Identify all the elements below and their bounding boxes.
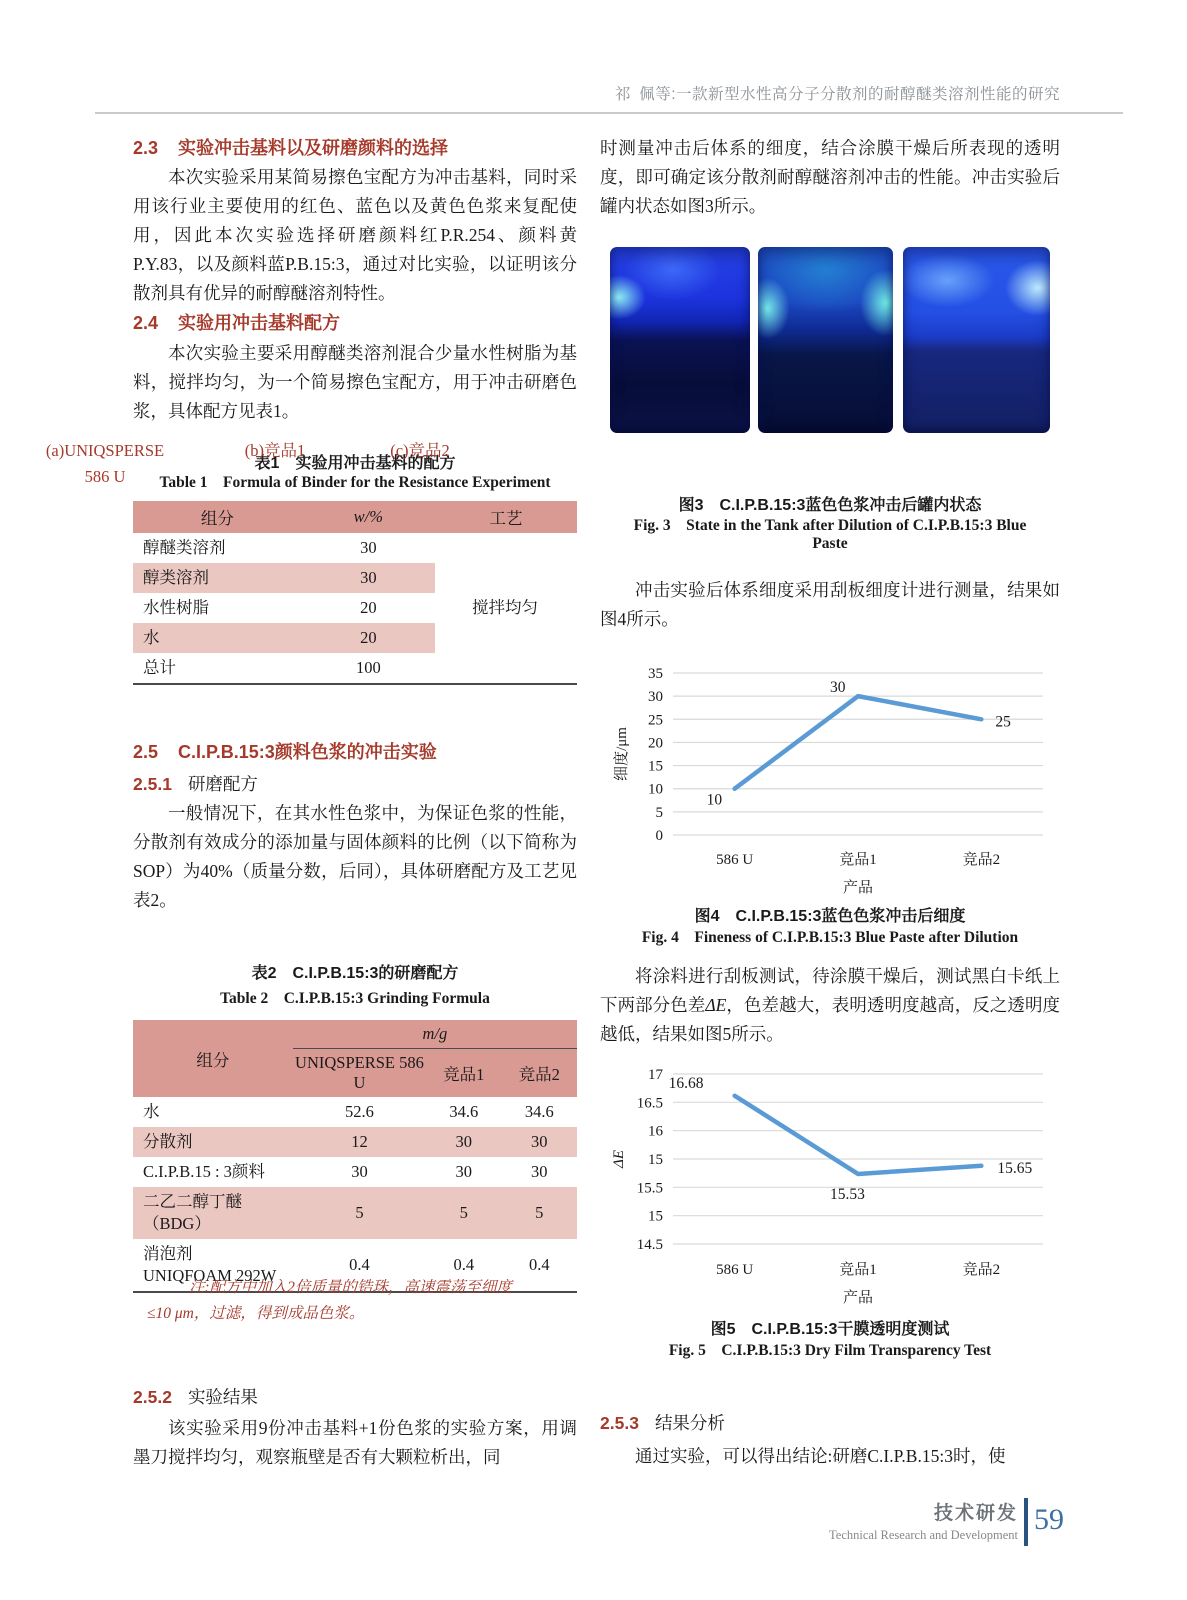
table-cell: 0.4 [349, 1255, 370, 1274]
section-heading-2-4 [133, 309, 577, 335]
table-cell: 醇醚类溶剂 [143, 538, 226, 557]
y-tick-label: 16.5 [636, 1095, 663, 1112]
note-line2: ≤10 μm，过滤，得到成品色浆。 [147, 1305, 365, 1322]
fig3-label-c: (c)竞品2 [390, 441, 450, 460]
data-point-label: 15.53 [830, 1185, 865, 1203]
table2-header-product-comp1: 竞品1 [426, 1049, 501, 1098]
paragraph-right-2: 冲击实验后体系细度采用刮板细度计进行测量，结果如图4所示。 [600, 580, 1060, 629]
table-cell: 30 [531, 1162, 548, 1181]
footer-section-zh: 技术研发 [933, 1503, 1018, 1524]
fig5-transparency-line-chart [600, 1060, 1060, 1310]
table-cell: 水性树脂 [143, 598, 209, 617]
y-tick-label: 25 [648, 712, 663, 729]
table2-caption-en: Table 2 C.I.P.B.15:3 Grinding Formula [220, 990, 490, 1007]
table-cell: 5 [293, 1187, 426, 1239]
table-cell: 30 [426, 1127, 501, 1157]
y-tick-label: 15 [648, 758, 663, 775]
delta-e-symbol: ΔE [705, 995, 727, 1015]
table2-header-product-586u: UNIQSPERSE 586 U [293, 1049, 426, 1098]
table-row [133, 1187, 577, 1239]
section-number: 2.4 [133, 313, 159, 333]
table-row [133, 1097, 577, 1127]
table-cell: 30 [360, 538, 377, 557]
section-title: 实验用冲击基料配方 [178, 313, 341, 333]
data-point-label: 30 [830, 679, 846, 697]
fig3-label-a: (a)UNIQSPERSE 586 U [45, 441, 165, 486]
y-tick-label: 14.5 [636, 1237, 663, 1253]
y-tick-label: 35 [648, 666, 663, 682]
table-cell: C.I.P.B.15 : 3颜料 [143, 1162, 265, 1181]
paragraph-right-1: 时测量冲击后体系的细度，结合涂膜干燥后所表现的透明度，即可确定该分散剂耐醇醚溶剂冲击的性能。冲击实验后罐内状态如图3所示。 [600, 138, 1060, 216]
data-point-label: 25 [995, 713, 1011, 731]
section-title: C.I.P.B.15:3颜料色浆的冲击实验 [178, 742, 437, 762]
y-tick-label: 5 [655, 804, 663, 821]
table-cell: 30 [351, 1162, 368, 1181]
table-cell: 34.6 [449, 1102, 479, 1121]
table1-caption-en: Table 1 Formula of Binder for the Resistance Experiment [159, 474, 551, 491]
fig5-caption-zh: 图5 C.I.P.B.15:3干膜透明度测试 [710, 1321, 950, 1338]
page-number: 59 [1034, 1503, 1064, 1536]
jar-photo-competitor1 [758, 247, 893, 433]
paragraph-2-5-2: 该实验采用9份冲击基料+1份色浆的实验方案，用调墨刀搅拌均匀，观察瓶壁是否有大颗粒析出，同 [133, 1418, 577, 1467]
table-cell: 20 [302, 623, 435, 653]
y-tick-label: 0 [655, 828, 663, 844]
fig4-caption-zh: 图4 C.I.P.B.15:3蓝色色浆冲击后细度 [694, 908, 966, 925]
table1-process-cell: 搅拌均匀 [435, 533, 577, 684]
x-category-label: 竞品2 [962, 852, 1001, 868]
table-cell: 5 [426, 1187, 501, 1239]
section-number: 2.5 [133, 742, 159, 762]
table-cell: 分散剂 [133, 1127, 293, 1157]
fig3-caption-zh: 图3 C.I.P.B.15:3蓝色色浆冲击后罐内状态 [678, 497, 982, 514]
table-row [133, 533, 577, 563]
x-axis-title: 产品 [842, 1290, 874, 1306]
jar-photo-uniqsperse-586u [610, 247, 750, 433]
section-title: 实验冲击基料以及研磨颜料的选择 [178, 138, 449, 158]
table2-header-component: 组分 [133, 1020, 293, 1097]
paragraph-2-4: 本次实验主要采用醇醚类溶剂混合少量水性树脂为基料，搅拌均匀，为一个简易擦色宝配方，用于冲击研磨色浆，具体配方见表1。 [133, 343, 577, 421]
paragraph-2-3: 本次实验采用某简易擦色宝配方为冲击基料，同时采用该行业主要使用的红色、蓝色以及黄色色浆来复配使用，因此本次实验选择研磨颜料红P.R.254、颜料黄P.Y.83，以及颜料蓝P.B.15:3，通过对比实验，以证明该分散剂具有优异的耐醇醚溶剂特性。 [133, 167, 577, 303]
x-category-label: 586 U [716, 852, 754, 868]
data-point-label: 16.68 [668, 1074, 704, 1092]
table-cell: 水 [133, 623, 302, 653]
table-cell: 5 [502, 1187, 578, 1239]
table-cell: 醇类溶剂 [133, 563, 302, 593]
table1-caption-zh: 表1 实验用冲击基料的配方 [254, 455, 456, 472]
x-category-label: 586 U [716, 1262, 754, 1278]
section-number: 2.5.1 [133, 774, 172, 794]
y-tick-label: 15 [648, 1208, 663, 1225]
y-tick-label: 15.5 [636, 1180, 663, 1197]
fig3-caption-en: Fig. 3 State in the Tank after Dilution of C.I.P.B.15:3 Blue Paste [633, 517, 1027, 552]
footer-section-en: Technical Research and Development [829, 1528, 1018, 1542]
section-heading-2-5-3 [600, 1410, 1060, 1435]
paragraph-2-5-3: 通过实验，可以得出结论:研磨C.I.P.B.15:3时，使 [635, 1446, 1006, 1466]
y-axis-title: ΔE [611, 1150, 627, 1168]
footer-section-label [560, 1498, 1018, 1543]
table-cell: 总计 [143, 658, 176, 677]
header-rule [95, 112, 1123, 114]
fig3-label-b: (b)竞品1 [244, 441, 306, 460]
table-cell: 30 [502, 1127, 578, 1157]
table-cell: 0.4 [453, 1255, 475, 1274]
table-cell: 0.4 [528, 1255, 550, 1274]
paragraph-2-5-1: 一般情况下，在其水性色浆中，为保证色浆的性能，分散剂有效成分的添加量与固体颜料的比例（以下简称为SOP）为40%（质量分数，后同），具体研磨配方及工艺见表2。 [133, 803, 577, 910]
section-number: 2.5.3 [600, 1413, 639, 1433]
table2-caption-zh: 表2 C.I.P.B.15:3的研磨配方 [251, 965, 459, 982]
table-cell: 100 [355, 658, 381, 677]
table-cell: 消泡剂 UNIQFOAM 292W [143, 1244, 277, 1285]
section-heading-2-5-1 [133, 771, 577, 796]
table1-header-component: 组分 [133, 501, 302, 533]
section-number: 2.3 [133, 138, 159, 158]
table2-header-row1 [133, 1020, 577, 1049]
x-category-label: 竞品1 [839, 1262, 877, 1278]
section-title: 实验结果 [187, 1387, 258, 1407]
y-tick-label: 17 [648, 1067, 663, 1083]
table-cell: 二乙二醇丁醚 （BDG） [133, 1187, 293, 1239]
data-line [735, 1096, 982, 1174]
table-cell: 52.6 [345, 1102, 374, 1121]
x-category-label: 竞品2 [962, 1262, 1001, 1278]
fig4-fineness-line-chart [600, 650, 1060, 900]
paragraph-right-3: 将涂料进行刮板测试，待涂膜干燥后，测试黑白卡纸上下两部分色差ΔE，色差越大，表明透明度越高，反之透明度越低，结果如图5所示。 [600, 966, 1061, 1044]
fig5-caption-en: Fig. 5 C.I.P.B.15:3 Dry Film Transparency Test [668, 1342, 992, 1359]
section-title: 研磨配方 [187, 774, 258, 794]
table-cell: 30 [302, 563, 435, 593]
section-heading-2-5 [133, 738, 577, 764]
table2-container [133, 1020, 577, 1293]
fig4-caption-en: Fig. 4 Fineness of C.I.P.B.15:3 Blue Paste after Dilution [641, 929, 1019, 946]
table1-header-row [133, 501, 577, 533]
table1-container [133, 501, 577, 685]
table1-binder-formula [133, 501, 577, 685]
table-cell: 20 [360, 598, 377, 617]
y-tick-label: 15 [648, 1152, 663, 1168]
line-chart-svg [600, 650, 1060, 900]
table-cell: 水 [143, 1102, 160, 1121]
section-heading-2-5-2 [133, 1384, 577, 1409]
fig3-photo-group [600, 247, 1060, 433]
section-number: 2.5.2 [133, 1387, 172, 1407]
table1-header-weight-percent: w/% [302, 501, 435, 533]
y-tick-label: 20 [648, 735, 663, 752]
table-row [133, 1127, 577, 1157]
table1-header-process: 工艺 [435, 501, 577, 533]
table2-header-product-comp2: 竞品2 [502, 1049, 578, 1098]
running-title: 祁 佩等:一款新型水性高分子分散剂的耐醇醚类溶剂性能的研究 [614, 86, 1060, 103]
section-title: 结果分析 [654, 1413, 725, 1433]
y-tick-label: 16 [648, 1123, 663, 1140]
x-category-label: 竞品1 [839, 852, 877, 868]
x-axis-title: 产品 [842, 880, 874, 896]
table-cell: 12 [293, 1127, 426, 1157]
table2-grinding-formula [133, 1020, 577, 1293]
footer-divider-bar [1024, 1498, 1028, 1546]
section-heading-2-3 [133, 134, 577, 160]
data-point-label: 10 [706, 791, 723, 809]
note-line1: 注:配方中加入2倍质量的锆珠，高速震荡至细度 [189, 1279, 512, 1296]
table2-note [133, 1275, 577, 1327]
table-row [133, 1157, 577, 1187]
line-chart-svg [600, 1060, 1060, 1310]
y-axis-title: 细度/μm [614, 727, 630, 781]
table2-header-unit: m/g [293, 1020, 577, 1049]
table-cell: 30 [455, 1162, 473, 1181]
jar-photo-competitor2 [903, 247, 1050, 433]
data-point-label: 15.65 [997, 1159, 1033, 1177]
table-cell: 34.6 [524, 1102, 554, 1121]
y-tick-label: 30 [648, 689, 663, 706]
y-tick-label: 10 [648, 781, 663, 798]
